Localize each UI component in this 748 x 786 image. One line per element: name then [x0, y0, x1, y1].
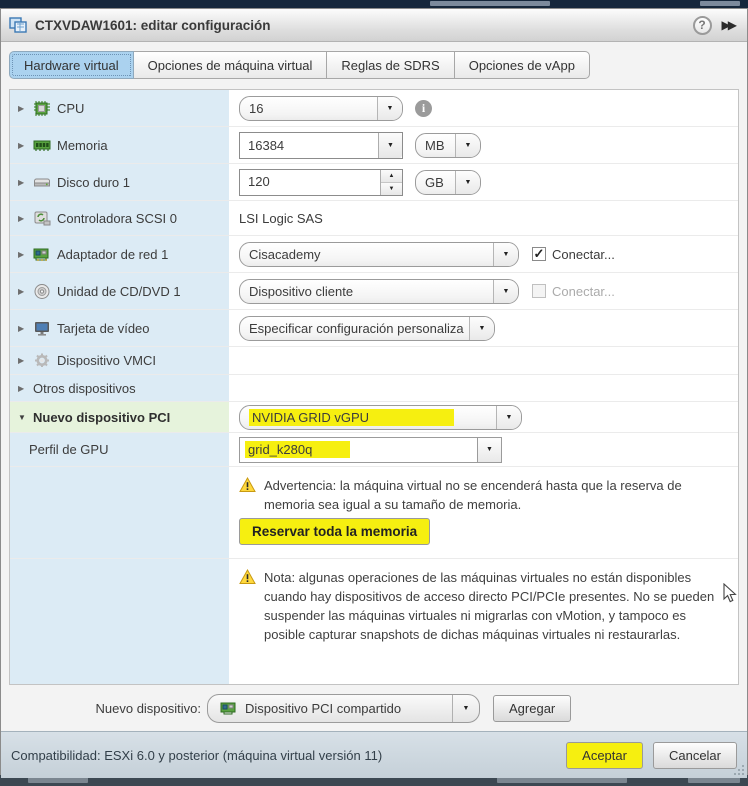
row-gpu-profile-header [10, 433, 229, 466]
warning-icon [239, 569, 256, 585]
new-device-row [1, 685, 747, 731]
tab-hardware-virtual[interactable] [9, 51, 134, 79]
pci-card-icon [220, 701, 238, 716]
disk-size-stepper[interactable] [239, 169, 403, 196]
tab-label: Opciones de máquina virtual [147, 57, 313, 73]
row-label: CPU [57, 100, 85, 116]
expander-icon[interactable]: ▶ [18, 177, 25, 187]
dropdown-arrow-icon[interactable]: ▼ [496, 406, 521, 429]
tab-sdrs-rules[interactable] [326, 51, 454, 79]
row-label: Dispositivo VMCI [57, 353, 156, 368]
resize-grip[interactable] [733, 764, 745, 776]
hard-disk-icon [33, 174, 51, 191]
row-video-header[interactable] [10, 310, 229, 346]
detach-forward-icon[interactable]: ▶▶ [721, 18, 734, 32]
tab-label: Hardware virtual [24, 57, 119, 73]
gpu-profile-value: grid_k280q [245, 441, 350, 458]
memory-value: 16384 [248, 137, 285, 153]
row-cd-dvd [10, 273, 738, 310]
row-label: Disco duro 1 [57, 174, 130, 190]
memory-unit: MB [425, 137, 445, 153]
dropdown-arrow-icon[interactable]: ▼ [455, 134, 480, 157]
note-message [239, 559, 738, 644]
dropdown-arrow-icon[interactable]: ▼ [477, 438, 501, 462]
row-label: Unidad de CD/DVD 1 [57, 283, 181, 299]
row-network-header[interactable] [10, 236, 229, 272]
row-label: Perfil de GPU [29, 442, 109, 457]
vm-edit-icon [9, 17, 27, 33]
background-artifact [700, 1, 740, 6]
expander-icon[interactable]: ▶ [18, 140, 25, 150]
accept-button[interactable]: Aceptar [566, 742, 643, 769]
dropdown-arrow-icon[interactable]: ▼ [377, 97, 402, 120]
empty-left-cell [10, 467, 229, 558]
video-card-value: Especificar configuración personaliza [249, 320, 464, 336]
row-memory [10, 127, 738, 164]
dialog-titlebar[interactable] [1, 9, 747, 42]
row-vmci-device [10, 347, 738, 375]
help-icon[interactable]: ? [693, 16, 712, 35]
row-new-pci-device [10, 402, 738, 433]
mouse-cursor [723, 583, 738, 604]
row-cd-dvd-header[interactable] [10, 273, 229, 309]
row-hard-disk [10, 164, 738, 201]
network-value: Cisacademy [249, 246, 321, 262]
new-device-select[interactable] [207, 694, 480, 723]
memory-input[interactable] [239, 132, 403, 159]
stepper-down-icon[interactable]: ▼ [381, 183, 402, 195]
connect-checkbox-unchecked[interactable] [532, 284, 546, 298]
cpu-select[interactable] [239, 96, 403, 121]
scsi-value: LSI Logic SAS [239, 210, 323, 226]
expander-open-icon[interactable]: ▼ [18, 412, 26, 422]
dropdown-arrow-icon[interactable]: ▼ [469, 317, 494, 340]
row-other-devices [10, 375, 738, 402]
dialog-footer [1, 731, 747, 778]
row-label: Nuevo dispositivo PCI [33, 409, 171, 425]
disk-unit: GB [425, 174, 444, 190]
row-cpu [10, 90, 738, 127]
info-icon[interactable]: i [415, 100, 432, 117]
row-label: Tarjeta de vídeo [57, 320, 150, 336]
network-adapter-icon [33, 246, 51, 263]
row-label: Controladora SCSI 0 [57, 210, 177, 226]
dropdown-arrow-icon[interactable]: ▼ [455, 171, 480, 194]
dropdown-arrow-icon[interactable]: ▼ [378, 133, 402, 158]
stepper-up-icon[interactable]: ▲ [381, 170, 402, 183]
row-cpu-header[interactable] [10, 90, 229, 126]
disk-unit-select[interactable] [415, 170, 481, 195]
warning-text: Advertencia: la máquina virtual no se encenderá hasta que la reserva de memoria sea igual a su tamaño de memoria. [264, 478, 682, 512]
cancel-button[interactable]: Cancelar [653, 742, 737, 769]
gpu-profile-select[interactable] [239, 437, 502, 463]
tab-vm-options[interactable] [133, 51, 328, 79]
row-label: Memoria [57, 137, 108, 153]
expander-icon[interactable]: ▶ [18, 103, 25, 113]
row-pci-header[interactable] [10, 402, 229, 432]
edit-settings-dialog [0, 8, 748, 775]
video-card-select[interactable] [239, 316, 495, 341]
pci-device-value: NVIDIA GRID vGPU [249, 409, 454, 426]
memory-icon [33, 137, 51, 154]
row-gpu-profile [10, 433, 738, 467]
cd-dvd-select[interactable] [239, 279, 519, 304]
connect-label-disabled: Conectar... [552, 283, 615, 299]
pci-device-select[interactable] [239, 405, 522, 430]
compatibility-text: Compatibilidad: ESXi 6.0 y posterior (máquina virtual versión 11) [11, 747, 383, 763]
row-other-header[interactable] [10, 375, 229, 401]
background-app-strip-top [0, 0, 748, 8]
row-network-adapter [10, 236, 738, 273]
row-scsi-controller [10, 201, 738, 236]
network-select[interactable] [239, 242, 519, 267]
empty-left-cell [10, 559, 229, 684]
new-device-label: Nuevo dispositivo: [95, 700, 201, 716]
expander-icon[interactable]: ▶ [18, 356, 25, 365]
reserve-memory-button[interactable]: Reservar toda la memoria [239, 518, 430, 545]
tab-label: Reglas de SDRS [341, 57, 440, 73]
cpu-value: 16 [249, 100, 264, 116]
hardware-table [9, 89, 739, 685]
tab-vapp-options[interactable] [454, 51, 590, 79]
memory-unit-select[interactable] [415, 133, 481, 158]
vmci-device-icon [33, 352, 51, 369]
expander-icon[interactable]: ▶ [18, 323, 25, 333]
cd-dvd-value: Dispositivo cliente [249, 283, 354, 299]
row-hard-disk-header[interactable] [10, 164, 229, 200]
add-device-button[interactable]: Agregar [493, 695, 571, 722]
warning-icon [239, 477, 256, 493]
row-vmci-header[interactable] [10, 347, 229, 374]
row-memory-header[interactable] [10, 127, 229, 163]
new-device-value: Dispositivo PCI compartido [245, 700, 402, 716]
row-pci-note [10, 559, 738, 684]
dropdown-arrow-icon[interactable]: ▼ [493, 280, 518, 303]
tab-label: Opciones de vApp [468, 57, 575, 73]
dialog-title: CTXVDAW1601: editar configuración [35, 17, 271, 33]
row-scsi-header[interactable] [10, 201, 229, 235]
background-artifact [430, 1, 550, 6]
row-label: Otros dispositivos [33, 380, 136, 396]
note-text: Nota: algunas operaciones de las máquinas virtuales no están disponibles cuando hay dispositivos de acceso directo PCI/PCIe presentes. No se pueden suspender las máquinas virtuales ni migrarlas con vMotion, y tampoco es posible capturar snapshots de dichas máquinas virtuales ni restaurarlas. [264, 570, 715, 642]
video-card-icon [33, 320, 51, 337]
scsi-controller-icon [33, 210, 51, 227]
expander-icon[interactable]: ▶ [18, 383, 25, 393]
disk-size-value: 120 [248, 173, 270, 189]
connect-checkbox-checked[interactable]: ✓ [533, 246, 545, 261]
cd-dvd-icon [33, 283, 51, 300]
expander-icon[interactable]: ▶ [18, 249, 25, 259]
row-label: Adaptador de red 1 [57, 246, 169, 262]
dropdown-arrow-icon[interactable]: ▼ [493, 243, 518, 266]
tab-bar [9, 51, 739, 79]
expander-icon[interactable]: ▶ [18, 286, 25, 296]
warning-message [239, 467, 738, 514]
cpu-icon [33, 100, 51, 117]
row-video-card [10, 310, 738, 347]
dropdown-arrow-icon[interactable]: ▼ [452, 695, 479, 722]
connect-label: Conectar... [552, 246, 615, 262]
row-memory-warning [10, 467, 738, 559]
expander-icon[interactable]: ▶ [18, 213, 25, 223]
